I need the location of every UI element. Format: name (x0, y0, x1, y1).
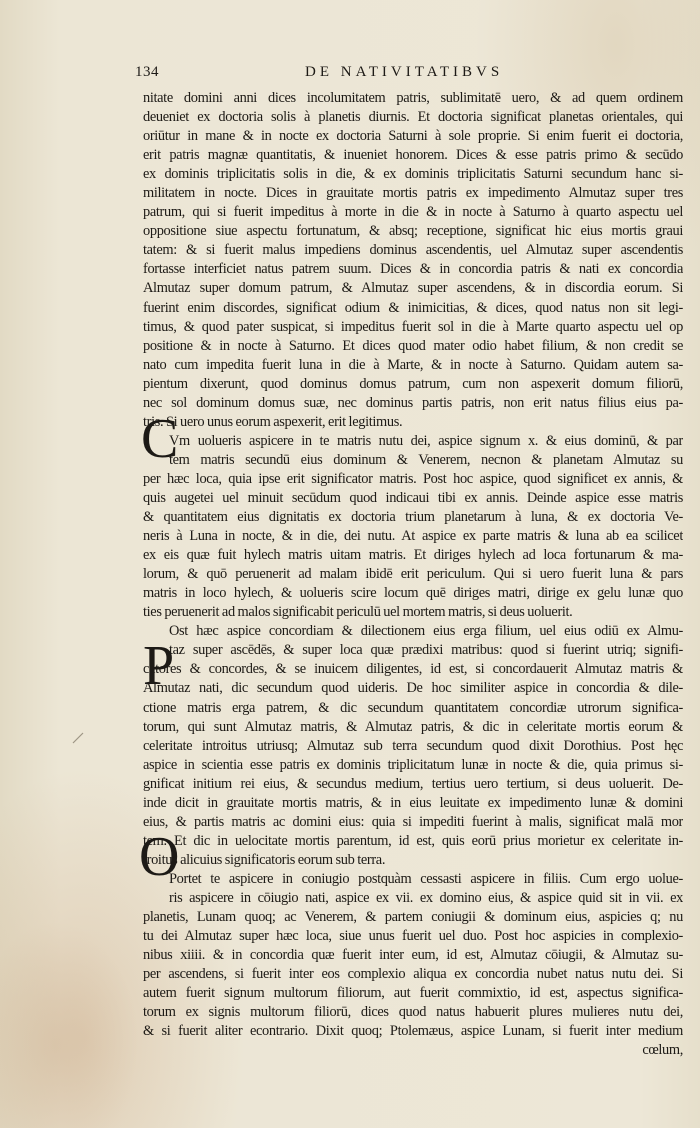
text-line: ris aspicere in cōiugio nati, aspice ex vii. ex domino eius, & aspice quid sit in vii. ex (169, 889, 683, 906)
drop-initial: O (139, 826, 180, 888)
text-line: & quantitatem eius dignitatis ex doctoria trium planetarum à luna, & ex doctoria Ve- (143, 509, 683, 526)
text-line: tu dei Almutaz super hæc loca, siue unus fuerit uel duo. Post hoc aspicies in complexio- (143, 928, 683, 945)
text-line: oriūtur in mane & in nocte ex doctoria Saturni à sole proprie. Si enim fuerit ei doctoria, (143, 128, 683, 145)
text-line: tris. Si uero unus eorum aspexerit, erit legitimus. (143, 413, 403, 430)
running-title: DE NATIVITATIBVS (305, 64, 504, 80)
text-block (139, 89, 683, 1060)
text-line: eius, & partis matris ac domini eius: quia si impediti fuerint à malis, significat malā mor (143, 813, 683, 830)
text-line: per hæc loca, quia ipse erit significator matris. Post hoc aspice, quod significet ex annis, & (143, 470, 683, 487)
text-line: Portet te aspicere in coniugio postquàm cessasti aspicere in filiis. Cum ergo uolue- (169, 870, 683, 887)
text-line: militatem in nocte. Dices in grauitate mortis patris ex impedimento Almutaz super tres (143, 185, 683, 202)
text-line: per ascendens, si fuerit inter eos complexio aliqua ex concordia nubet natus nutu dei. Si (143, 966, 683, 983)
text-line: fortasse interficiet natus patrem suum. Dices & in concordia patris & nati ex concordia (143, 261, 683, 278)
text-line: nibus xiiii. & in concordia quæ fuerit inter eum, id est, Almutaz cōiugii, & Almutaz su- (143, 947, 683, 964)
text-line: & si fuerit aliter econtrario. Dixit quoq; Ptolemæus, aspice Lunam, si fuerit inter medium (143, 1023, 683, 1040)
text-line: neris à Luna in nocte, & in die, dei nutu. At aspice ex parte matris & luna ab ea scilicet (143, 528, 683, 545)
text-line: deueniet ex doctoria solis à planetis diurnis. Et doctoria significat planetas orientales, qui (143, 109, 683, 126)
margin-mark-icon (70, 730, 86, 746)
text-line: fuerint enim discordes, significat odium & inimicitias, & dices, quod natus non sit legi- (143, 299, 683, 316)
text-line: positione & in nocte à Saturno. Et dices quod mater odio habet filium, & non credit se (143, 337, 683, 354)
text-line: ex dominis triplicitatis solis in die, & ex dominis triplicitatis Saturni secundum hanc si- (143, 166, 683, 183)
text-line: ex eis quæ fuit hylech matris uitam matris. Et diriges hylech ad loca fortunarum & ma- (143, 547, 683, 564)
text-line: tatem: & si fuerit malus impediens dominus ascendentis, uel Almutaz super ascendentis (143, 242, 683, 259)
text-line: inde dicit in grauitate mortis matris, & in eius leuitate ex impedimento lunæ & domini (143, 794, 683, 811)
drop-initial: C (141, 408, 179, 470)
text-line: pientum dixerunt, quod dominus domus patrum, cum non aspexerit domum filiorū, (143, 375, 683, 392)
page-number: 134 (135, 64, 159, 80)
text-line: planetis, Lunam quoq; ac Venerem, & partem coniugii & dominum eius, aspicies q; nu (143, 909, 683, 926)
catchword: cœlum, (642, 1042, 683, 1059)
text-line: nato cum impedita fuerit luna in die à Marte, & in nocte à Saturno. Quidam autem sa- (143, 356, 683, 373)
text-line: lorum, & quō peruenerit ad malam ibidē erit periculum. Qui si uero fuerit luna & pars (143, 566, 683, 583)
text-line: ties peruenerit ad malos significabit periculū uel mortem matris, si deus uoluerit. (143, 604, 573, 621)
text-line: matris in loco hylech, & uolueris scire locum quē diriges matri, dirige ex gelu lunæ quo (143, 585, 683, 602)
text-line: Ost hæc aspice concordiam & dilectionem eius erga filium, uel eius odiū ex Almu- (169, 623, 683, 640)
text-line: gnificat initium rei eius, & secundus medium, tertius uero tertium, si deus uoluerit. De- (143, 775, 683, 792)
drop-initial: P (143, 635, 175, 697)
text-line: Vm uolueris aspicere in te matris nutu dei, aspice signum x. & eius dominū, & par (169, 432, 683, 449)
text-line: timus, & quod pater suspicat, si impeditus fuerit sol in die à Marte quarto aspectu uel op (143, 318, 683, 335)
text-line: nec sol dominum domus suæ, nec dominus partis patris, non erit natus filius eius pa- (143, 394, 683, 411)
text-line: torum ex signis multorum filiorū, dices quod natus habuerit plures mulieres nutu dei, (143, 1004, 683, 1021)
text-line: oppositione siue aspectu fortunatum, & absq; receptione, significat hic eius mortis graui (143, 223, 683, 240)
running-head (135, 64, 680, 88)
text-line: Almutaz nati, dic secundum quod uideris. De hoc similiter aspice in concordia & dile- (143, 680, 683, 697)
text-line: catores & concordes, & se inuicem diligentes, id est, si concordauerit Almutaz matris & (143, 661, 683, 678)
text-line: tem matris secundū eius dominum & Venerem, necnon & planetam Almutaz su (169, 451, 683, 468)
text-line: quis augetei uel minuit secūdum quod indicaui tibi ex annis. Deinde aspice esse matris (143, 489, 683, 506)
text-line: tem. Et dic in uelocitate mortis parentum, id est, quis eorū prius morietur ex celeritate in- (143, 832, 683, 849)
text-line: torum, qui sunt Almutaz matris, & Almutaz patris, & dic in celeritate mortis eorum & (143, 718, 683, 735)
text-line: autem fuerit signum multorum filiorum, aut fuerit commixtio, id est, aspectus significa- (143, 985, 683, 1002)
text-line: celeritate introitus utriusq; Almutaz sub terra secundum quod dixit Dorothius. Post hęc (143, 737, 683, 754)
text-line: aspice in scientia esse patris ex dominis triplicitatum lunæ in nocte & die, quia primus si- (143, 756, 683, 773)
text-line: nitate domini anni dices incolumitatem patris, sublimitatē uero, & ad quem ordinem (143, 90, 683, 106)
text-line: troitus alicuius significatoris eorum sub terra. (143, 851, 386, 868)
text-line: patrum, qui si fuerit impeditus à morte in die & in nocte à Saturno à quarto aspectu uel (143, 204, 683, 221)
text-line: erit patris magnæ quantitatis, & inueniet honorem. Dices & esse patris primo & secūdo (143, 147, 683, 164)
paper-stain (0, 920, 140, 1128)
text-line: ctione matris erga patrem, & dic secundum quantitatem concordiæ utrorum significa- (143, 699, 683, 716)
text-line: taz super ascēdēs, & super loca quæ prædixi matribus: quod si fuerint utriq; signifi- (169, 642, 683, 659)
text-line: Almutaz super domum patrum, & Almutaz super ascendens, & in discordia eorum. Si (143, 280, 683, 297)
